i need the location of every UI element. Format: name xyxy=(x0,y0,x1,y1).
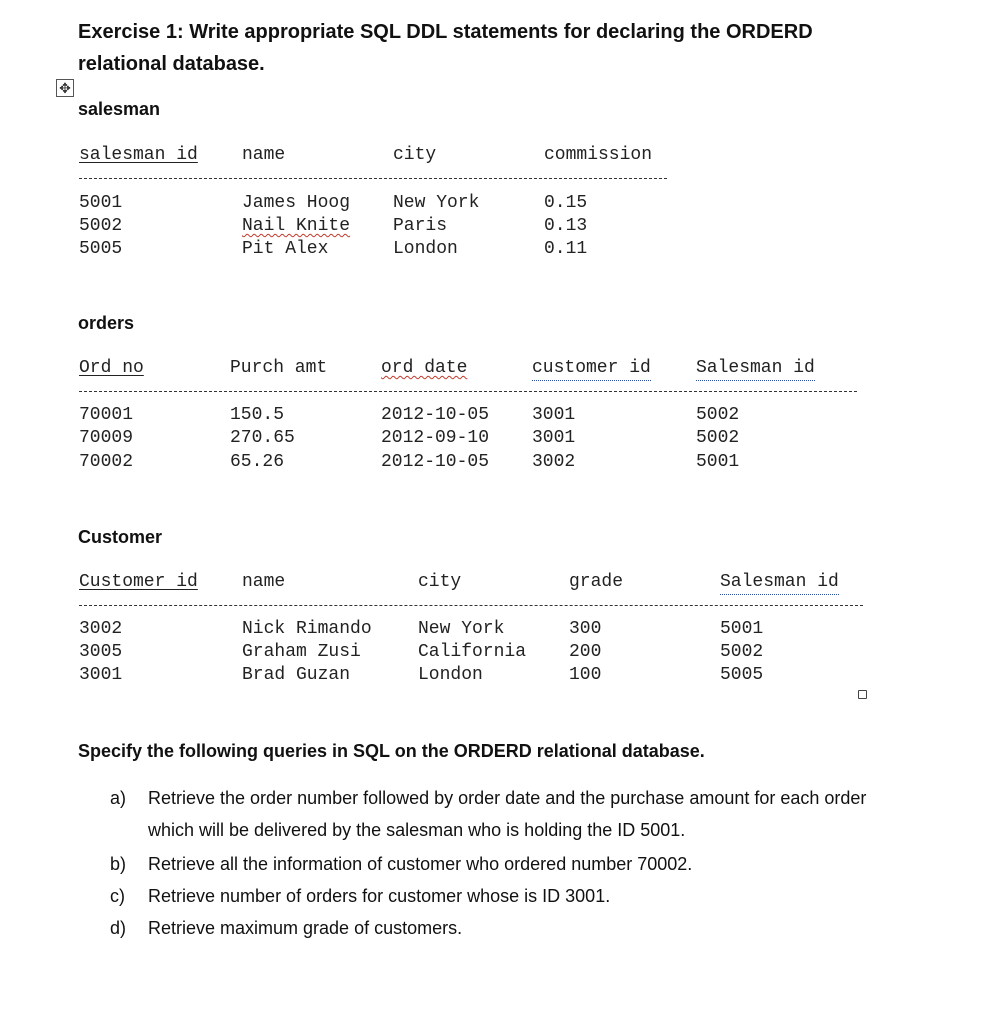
table-cell: London xyxy=(418,665,483,685)
table-cell: 0.11 xyxy=(544,239,588,259)
table-cell: 0.13 xyxy=(544,216,588,236)
list-item xyxy=(110,880,878,912)
table-cell: 5002 xyxy=(696,428,740,448)
table-cell: 5001 xyxy=(720,619,764,639)
table-cell: 70002 xyxy=(79,452,134,472)
table-cell: 5002 xyxy=(720,642,764,662)
list-item xyxy=(110,782,878,846)
query-text: Retrieve number of orders for customer whose is ID 3001. xyxy=(148,886,611,906)
table-cell: 5005 xyxy=(79,239,123,259)
customer-header-grade: grade xyxy=(569,572,624,592)
customer-separator xyxy=(79,605,863,606)
exercise-title-line2: relational database. xyxy=(78,53,265,75)
exercise-title xyxy=(78,16,813,80)
customer-header-id: Customer id xyxy=(79,572,198,592)
salesman-header-name: name xyxy=(242,145,286,165)
table-cell: New York xyxy=(418,619,505,639)
move-anchor-icon[interactable]: ✥ xyxy=(56,79,74,97)
table-cell: 5005 xyxy=(720,665,764,685)
table-cell: 100 xyxy=(569,665,602,685)
orders-header-salesman-id: Salesman id xyxy=(696,357,815,381)
table-cell: 65.26 xyxy=(230,452,285,472)
table-cell: Pit Alex xyxy=(242,239,329,259)
customer-header-name: name xyxy=(242,572,286,592)
table-cell: New York xyxy=(393,193,480,213)
table-cell: Paris xyxy=(393,216,448,236)
table-cell: 3005 xyxy=(79,642,123,662)
query-label: b) xyxy=(110,854,127,874)
table-cell: 150.5 xyxy=(230,405,285,425)
salesman-separator xyxy=(79,178,667,179)
table-cell: Brad Guzan xyxy=(242,665,351,685)
table-cell: 0.15 xyxy=(544,193,588,213)
list-item xyxy=(110,912,878,944)
table-cell: Graham Zusi xyxy=(242,642,361,662)
orders-header-customer-id: customer id xyxy=(532,357,651,381)
queries-list xyxy=(78,782,878,944)
orders-separator xyxy=(79,391,857,392)
salesman-header-city: city xyxy=(393,145,437,165)
table-cell: 3002 xyxy=(532,452,576,472)
queries-section xyxy=(78,738,878,944)
table-cell: 2012-10-05 xyxy=(381,405,490,425)
queries-heading: Specify the following queries in SQL on the ORDERD relational database. xyxy=(78,741,705,761)
table-cell: 270.65 xyxy=(230,428,295,448)
table-cell: 3001 xyxy=(532,428,576,448)
table-cell: 5001 xyxy=(696,452,740,472)
table-cell: James Hoog xyxy=(242,193,351,213)
query-text: Retrieve maximum grade of customers. xyxy=(148,918,463,938)
table-cell: 2012-10-05 xyxy=(381,452,490,472)
table-cell: London xyxy=(393,239,458,259)
table-cell: California xyxy=(418,642,527,662)
table-cell: 70001 xyxy=(79,405,134,425)
salesman-header-commission: commission xyxy=(544,145,653,165)
query-text: Retrieve the order number followed by order date and the purchase amount for each order which will be delivered by the salesman who is holding the ID 5001. xyxy=(148,788,867,840)
table-cell: 3001 xyxy=(532,405,576,425)
list-item xyxy=(110,848,878,880)
customer-header-city: city xyxy=(418,572,462,592)
table-cell: 5002 xyxy=(696,405,740,425)
orders-header-ord-date: ord date xyxy=(381,358,468,378)
exercise-title-line1: Exercise 1: Write appropriate SQL DDL statements for declaring the ORDERD xyxy=(78,21,813,43)
table-cell: 2012-09-10 xyxy=(381,428,490,448)
table-cell: Nail Knite xyxy=(242,216,351,236)
customer-header-salesman-id: Salesman id xyxy=(720,571,839,595)
orders-header-purch-amt: Purch amt xyxy=(230,358,328,378)
table-cell: 3002 xyxy=(79,619,123,639)
table-cell: 300 xyxy=(569,619,602,639)
salesman-header-id: salesman id xyxy=(79,145,198,165)
query-text: Retrieve all the information of customer who ordered number 70002. xyxy=(148,854,693,874)
orders-header-ord-no: Ord no xyxy=(79,358,144,378)
table-cell: 3001 xyxy=(79,665,123,685)
query-label: a) xyxy=(110,788,127,808)
salesman-heading: salesman xyxy=(78,99,161,119)
table-cell: 70009 xyxy=(79,428,134,448)
resize-square-icon[interactable] xyxy=(858,690,867,699)
table-cell: 5002 xyxy=(79,216,123,236)
orders-heading: orders xyxy=(78,313,135,333)
table-cell: 5001 xyxy=(79,193,123,213)
customer-heading: Customer xyxy=(78,527,163,547)
table-cell: Nick Rimando xyxy=(242,619,372,639)
table-cell: 200 xyxy=(569,642,602,662)
query-label: d) xyxy=(110,918,127,938)
query-label: c) xyxy=(110,886,125,906)
